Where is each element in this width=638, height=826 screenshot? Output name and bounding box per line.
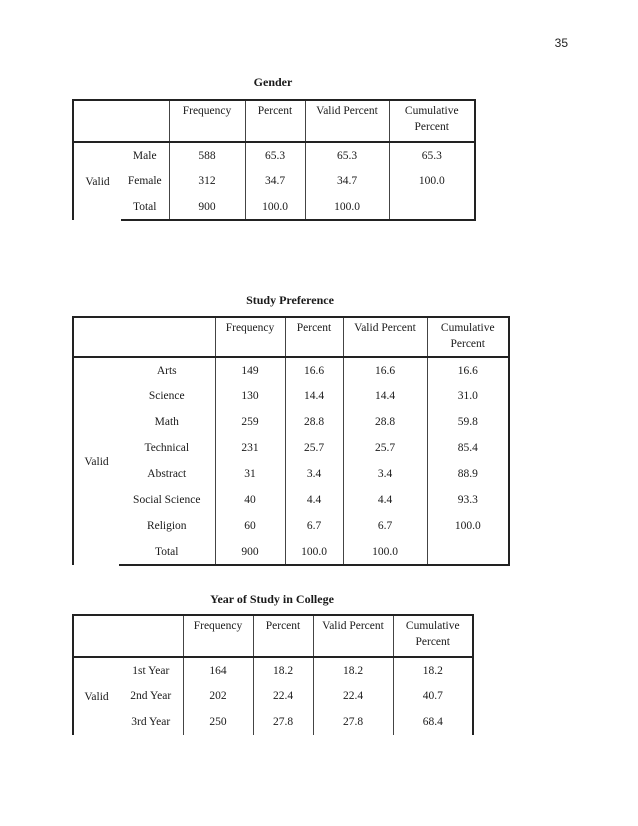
row-label: Male xyxy=(132,149,157,162)
year-of-study-header-row xyxy=(73,615,473,657)
header-corner xyxy=(73,615,183,657)
frequency-cell: 250 xyxy=(183,709,253,735)
gender-table xyxy=(72,99,476,221)
row-label: Abstract xyxy=(147,468,187,480)
row-label: Science xyxy=(148,390,185,402)
percent-cell: 27.8 xyxy=(253,709,313,735)
row-label: Arts xyxy=(156,364,177,377)
percent-cell: 100.0 xyxy=(245,194,305,220)
header-cumulative-line1: Cumulative xyxy=(404,105,459,117)
header-cumulative-line2: Percent xyxy=(450,338,485,350)
valid-percent-cell: 4.4 xyxy=(343,487,427,513)
percent-cell: 16.6 xyxy=(285,357,343,383)
frequency-cell: 588 xyxy=(169,142,245,168)
frequency-cell: 231 xyxy=(215,435,285,461)
percent-cell: 65.3 xyxy=(245,142,305,168)
cumulative-percent-cell: 68.4 xyxy=(393,709,473,735)
cumulative-percent-cell: 85.4 xyxy=(427,435,509,461)
frequency-cell: 40 xyxy=(215,487,285,513)
header-cumulative-line1: Cumulative xyxy=(440,322,495,334)
cumulative-percent-cell xyxy=(427,539,509,565)
table-row xyxy=(73,357,509,383)
valid-label: Valid xyxy=(73,142,121,220)
valid-percent-cell: 65.3 xyxy=(305,142,389,168)
gender-table-title: Gender xyxy=(253,75,293,89)
percent-cell: 14.4 xyxy=(285,383,343,409)
table-row xyxy=(73,513,509,539)
row-label: Total xyxy=(121,194,169,220)
percent-cell: 22.4 xyxy=(253,683,313,709)
valid-percent-cell: 25.7 xyxy=(343,435,427,461)
header-frequency: Frequency xyxy=(215,317,285,357)
table-row xyxy=(73,709,473,735)
header-cumulative-percent xyxy=(427,317,509,357)
frequency-cell: 60 xyxy=(215,513,285,539)
row-label: Total xyxy=(119,539,215,565)
cumulative-percent-cell: 16.6 xyxy=(427,357,509,383)
header-cumulative-line2: Percent xyxy=(415,636,450,648)
header-valid-percent: Valid Percent xyxy=(343,317,427,357)
valid-percent-cell: 14.4 xyxy=(343,383,427,409)
row-label: Technical xyxy=(144,442,190,454)
valid-percent-cell: 3.4 xyxy=(343,461,427,487)
header-cumulative-percent xyxy=(393,615,473,657)
frequency-cell: 202 xyxy=(183,683,253,709)
header-percent: Percent xyxy=(245,100,305,142)
valid-label: Valid xyxy=(73,657,119,735)
table-row xyxy=(73,142,475,168)
cumulative-percent-cell: 100.0 xyxy=(389,168,475,194)
valid-percent-cell: 6.7 xyxy=(343,513,427,539)
year-of-study-table-title: Year of Study in College xyxy=(210,592,334,606)
year-of-study-table xyxy=(72,614,474,735)
table-row xyxy=(73,435,509,461)
table-row xyxy=(73,194,475,220)
header-corner xyxy=(73,317,215,357)
valid-percent-cell: 100.0 xyxy=(305,194,389,220)
table-row xyxy=(73,683,473,709)
frequency-cell: 130 xyxy=(215,383,285,409)
cumulative-percent-cell: 65.3 xyxy=(389,142,475,168)
header-percent: Percent xyxy=(253,615,313,657)
header-frequency: Frequency xyxy=(183,615,253,657)
frequency-cell: 259 xyxy=(215,409,285,435)
frequency-cell: 900 xyxy=(169,194,245,220)
percent-cell: 6.7 xyxy=(285,513,343,539)
valid-percent-cell: 28.8 xyxy=(343,409,427,435)
table-row xyxy=(73,657,473,683)
header-valid-percent: Valid Percent xyxy=(305,100,389,142)
row-label: Social Science xyxy=(133,494,201,506)
study-preference-table xyxy=(72,316,510,566)
frequency-cell: 164 xyxy=(183,657,253,683)
header-frequency: Frequency xyxy=(169,100,245,142)
header-cumulative-line1: Cumulative xyxy=(405,620,460,632)
page-number: 35 xyxy=(554,36,568,50)
cumulative-percent-cell xyxy=(389,194,475,220)
valid-percent-cell: 18.2 xyxy=(313,657,393,683)
cumulative-percent-cell: 100.0 xyxy=(427,513,509,539)
table-row xyxy=(73,461,509,487)
study-preference-table-title: Study Preference xyxy=(246,293,334,307)
valid-percent-cell: 100.0 xyxy=(343,539,427,565)
header-corner xyxy=(73,100,169,142)
percent-cell: 34.7 xyxy=(245,168,305,194)
row-label: Female xyxy=(127,175,162,187)
valid-percent-cell: 27.8 xyxy=(313,709,393,735)
row-label: Math xyxy=(154,416,179,428)
cumulative-percent-cell: 18.2 xyxy=(393,657,473,683)
row-label: 2nd Year xyxy=(130,690,172,702)
cumulative-percent-cell: 31.0 xyxy=(427,383,509,409)
valid-label: Valid xyxy=(73,357,119,565)
valid-percent-cell: 34.7 xyxy=(305,168,389,194)
frequency-cell: 31 xyxy=(215,461,285,487)
valid-percent-cell: 22.4 xyxy=(313,683,393,709)
cumulative-percent-cell: 88.9 xyxy=(427,461,509,487)
frequency-cell: 900 xyxy=(215,539,285,565)
header-valid-percent: Valid Percent xyxy=(313,615,393,657)
header-percent: Percent xyxy=(285,317,343,357)
percent-cell: 25.7 xyxy=(285,435,343,461)
table-row xyxy=(73,539,509,565)
cumulative-percent-cell: 40.7 xyxy=(393,683,473,709)
cumulative-percent-cell: 59.8 xyxy=(427,409,509,435)
cumulative-percent-cell: 93.3 xyxy=(427,487,509,513)
table-row xyxy=(73,409,509,435)
table-row xyxy=(73,487,509,513)
percent-cell: 18.2 xyxy=(253,657,313,683)
row-label: 3rd Year xyxy=(131,716,171,728)
study-preference-header-row xyxy=(73,317,509,357)
percent-cell: 100.0 xyxy=(285,539,343,565)
frequency-cell: 312 xyxy=(169,168,245,194)
table-row xyxy=(73,383,509,409)
percent-cell: 3.4 xyxy=(285,461,343,487)
percent-cell: 28.8 xyxy=(285,409,343,435)
table-row xyxy=(73,168,475,194)
header-cumulative-percent xyxy=(389,100,475,142)
valid-percent-cell: 16.6 xyxy=(343,357,427,383)
frequency-cell: 149 xyxy=(215,357,285,383)
header-cumulative-line2: Percent xyxy=(414,121,449,133)
row-label: Religion xyxy=(146,520,187,532)
row-label: 1st Year xyxy=(132,664,170,677)
gender-header-row xyxy=(73,100,475,142)
percent-cell: 4.4 xyxy=(285,487,343,513)
